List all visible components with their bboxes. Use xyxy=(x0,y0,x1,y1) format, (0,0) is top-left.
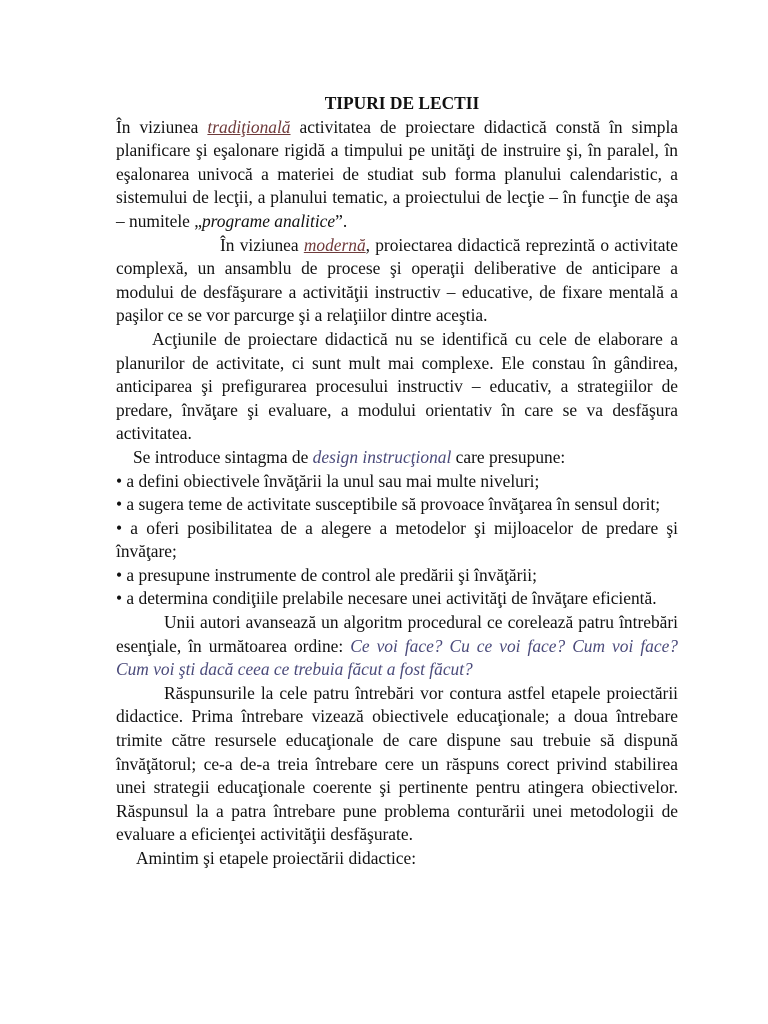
text-segment: În viziunea xyxy=(220,234,304,255)
text-segment: ”. xyxy=(335,210,348,231)
document-page xyxy=(116,92,678,871)
bullet-item: • a defini obiectivele învăţării la unul sau mai multe niveluri; xyxy=(116,470,540,491)
text-segment: care presupune: xyxy=(451,446,566,467)
paragraph-design-actions: Acţiunile de proiectare didactică nu se identifică cu cele de elaborare a planurilor de activitate, ci sunt mult mai complexe. Ele constau în gândirea, anticiparea şi prefigurarea procesului instructiv – educativ, a strategiilor de predare, învăţare şi evaluare, a modului orientativ în care se va desfăşura activitatea. xyxy=(116,328,678,444)
paragraph-stages-intro: Amintim şi etapele proiectării didactice: xyxy=(136,848,417,868)
paragraph-modern-view xyxy=(116,234,678,328)
paragraph-design-instructional xyxy=(116,446,678,470)
bullet-item: • a determina condiţiile prelabile necesare unei activităţi de învăţare eficientă. xyxy=(116,588,657,609)
text-segment: Se introduce sintagma de xyxy=(133,446,313,467)
document-title: TIPURI DE LECTII xyxy=(324,93,480,113)
text-segment: În viziunea xyxy=(116,116,208,137)
paragraph-algorithm xyxy=(116,611,678,682)
bullet-item: • a sugera teme de activitate susceptibile să provoace învăţarea în sensul dorit; xyxy=(116,494,661,515)
term-modern: modernă xyxy=(303,234,366,255)
paragraph-answers: Răspunsurile la cele patru întrebări vor contura astfel etapele proiectării didactice. Prima întrebare vizează obiectivele educaţionale; a doua întrebare trimite către resursele educaţionale de care dispune sau trebuie să dispună învăţătorul; ce-a de-a treia întrebare cere un răspuns corect privind stabilirea unei strategii educaţionale coerente şi pertinente pentru atingera obiectivelor. Răspunsul la a patra întrebare pune problema conturării unei metodologii de evaluare a eficienţei activităţii desfăşurate. xyxy=(116,682,678,845)
bullet-item: • a presupune instrumente de control ale predării şi învăţării; xyxy=(116,564,537,585)
text-segment: Unii autori avansează un algoritm procedural ce corelează patru întrebări esenţiale, în următoarea ordine: xyxy=(116,612,678,656)
text-segment: , proiectarea didactică reprezintă o activitate complexă, un ansamblu de procese şi operaţii deliberative de anticipare a modului de desfăşurare a activităţii instructiv – educative, de fixare mentală a paşilor ce se vor parcurge şi a relaţiilor dintre aceştia. xyxy=(116,234,678,326)
bullet-item: • a oferi posibilitatea de a alegere a metodelor şi mijloacelor de predare şi învăţare; xyxy=(116,517,678,562)
term-traditional: tradiţională xyxy=(207,116,291,137)
term-design-instructional: design instrucţional xyxy=(312,446,452,467)
paragraph-traditional-view xyxy=(116,116,678,234)
quote-programe-analitice: programe analitice xyxy=(201,210,336,231)
text-segment: activitatea de proiectare didactică constă în simpla planificare şi eşalonare rigidă a timpului pe unităţi de instruire şi, în paralel, în eşalonarea univocă a materiei de studiat sub forma planului calendaristic, a sistemului de lecţii, a planului tematic, a proiectului de lecţie – în funcţie de aşa – numitele „ xyxy=(116,116,678,231)
four-questions: Ce voi face? Cu ce voi face? Cum voi face? Cum voi şti dacă ceea ce trebuia făcut a fost făcut? xyxy=(116,635,678,680)
